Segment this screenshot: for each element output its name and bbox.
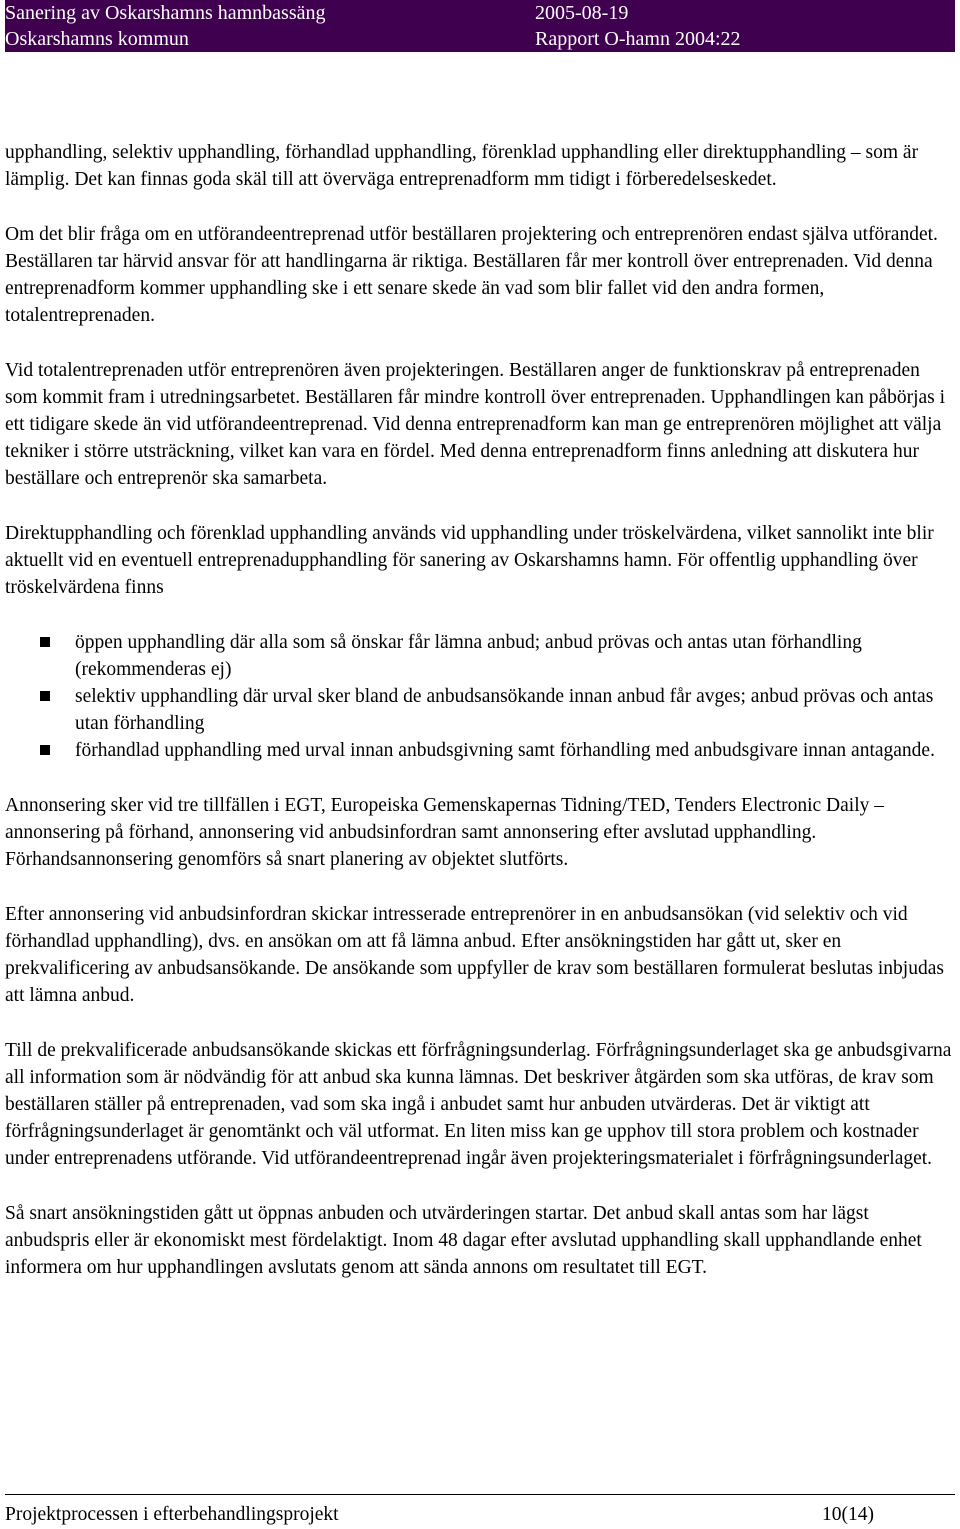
bullet-list [5, 629, 955, 765]
list-item [5, 629, 955, 683]
list-item-text: selektiv upphandling där urval sker bland de anbudsansökande innan anbud får avges; anbud prövas och antas utan förhandling [75, 686, 934, 735]
paragraph: Om det blir fråga om en utförandeentreprenad utför beställaren projektering och entreprenören endast själva utförandet. Beställaren tar härvid ansvar för att handlingarna är riktiga. Beställaren får mer kontroll över entreprenaden. Vid denna entreprenadform kommer upphandling ske i ett senare skede än vad som blir fallet vid den andra formen, totalentreprenaden. [5, 223, 938, 327]
header-report: Rapport O-hamn 2004:22 [535, 28, 741, 50]
document-page [5, 0, 955, 1528]
list-item [5, 683, 955, 737]
square-bullet-icon [40, 637, 50, 647]
square-bullet-icon [40, 745, 50, 755]
header-title: Sanering av Oskarshamns hamnbassäng [5, 2, 326, 24]
page-footer [5, 1494, 955, 1529]
paragraph: Så snart ansökningstiden gått ut öppnas anbuden och utvärderingen startar. Det anbud skall antas som har lägst anbudspris eller är ekonomiskt mest fördelaktigt. Inom 48 dagar efter avslutad upphandling skall upphandlande enhet informera om hur upphandlingen avslutats genom att sända annons om resultatet till EGT. [5, 1202, 922, 1279]
document-body [5, 139, 955, 1309]
footer-page-number: 10(14) [822, 1504, 874, 1525]
header-row-1 [5, 0, 955, 26]
paragraph: Direktupphandling och förenklad upphandling används vid upphandling under tröskelvärdena, vilket sannolikt inte blir aktuellt vid en eventuell entreprenadupphandling för sanering av Oskarshamns hamn. För offentlig upphandling över tröskelvärdena finns [5, 522, 934, 599]
paragraph: Efter annonsering vid anbudsinfordran skickar intresserade entreprenörer in en anbudsansökan (vid selektiv och vid förhandlad upphandling), dvs. en ansökan om att få lämna anbud. Efter ansökningstiden har gått ut, sker en prekvalificering av anbudsansökande. De ansökande som uppfyller de krav som beställaren formulerat beslutas inbjudas att lämna anbud. [5, 903, 944, 1007]
list-item-text: öppen upphandling där alla som så önskar får lämna anbud; anbud prövas och antas utan förhandling (rekommenderas ej) [75, 631, 862, 680]
footer-project: Projektprocessen i efterbehandlingsprojekt [5, 1504, 339, 1525]
header-organization: Oskarshamns kommun [5, 28, 189, 50]
header-row-2 [5, 26, 955, 52]
paragraph: Annonsering sker vid tre tillfällen i EGT, Europeiska Gemenskapernas Tidning/TED, Tenders Electronic Daily – annonsering på förhand, annonsering vid anbudsinfordran samt annonsering efter avslutad upphandling. Förhandsannonsering genomförs så snart planering av objektet slutförts. [5, 794, 885, 871]
page-header [5, 0, 955, 52]
paragraph: Till de prekvalificerade anbudsansökande skickas ett förfrågningsunderlag. Förfrågningsunderlaget ska ge anbudsgivarna all information som är nödvändig för att anbud ska kunna lämnas. Det beskriver åtgärden som ska utföras, de krav som beställaren ställer på entreprenaden, vad som ska ingå i anbudet samt hur anbuden utvärderas. Det är viktigt att förfrågningsunderlaget är genomtänkt och väl utformat. En liten miss kan ge upphov till stora problem och kostnader under entreprenadens utförande. Vid utförandeentreprenad ingår även projekteringsmaterialet i förfrågningsunderlaget. [5, 1039, 952, 1170]
paragraph: Vid totalentreprenaden utför entreprenören även projekteringen. Beställaren anger de funktionskrav på entreprenaden som kommit fram i utredningsarbetet. Beställaren får mindre kontroll över entreprenaden. Upphandlingen kan påbörjas i ett tidigare skede än vid utförandeentreprenad. Vid denna entreprenadform kan man ge entreprenören möjlighet att välja tekniker i större utsträckning, vilket kan vara en fördel. Med denna entreprenadform finns anledning att diskutera hur beställare och entreprenör ska samarbeta. [5, 359, 946, 490]
list-item-text: förhandlad upphandling med urval innan anbudsgivning samt förhandling med anbudsgivare innan antagande. [75, 740, 935, 762]
square-bullet-icon [40, 691, 50, 701]
list-item [5, 737, 955, 764]
header-date: 2005-08-19 [535, 2, 629, 24]
paragraph: upphandling, selektiv upphandling, förhandlad upphandling, förenklad upphandling eller direktupphandling – som är lämplig. Det kan finnas goda skäl till att överväga entreprenadform mm tidigt i förberedelseskedet. [5, 142, 919, 191]
